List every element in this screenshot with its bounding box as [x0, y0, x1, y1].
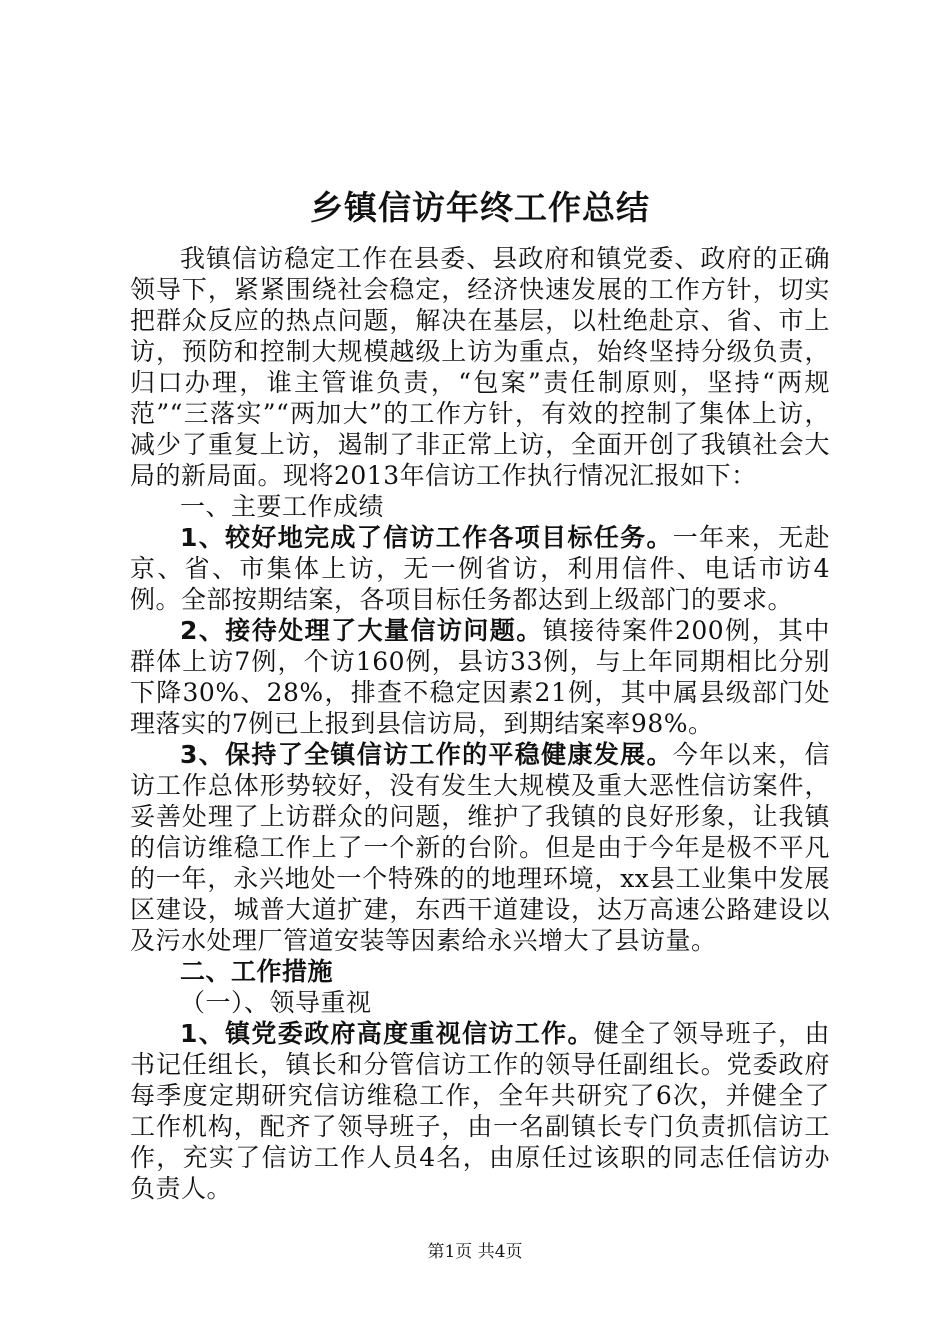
page-footer: 第1页 共4页 — [427, 1242, 523, 1262]
item-text: 镇接待案件200例，其中群体上访7例，个访160例，县访33例，与上年同期相比分别下降30%、28%，排查不稳定因素21例，其中属县级部门处理落实的7例已上报到县信访局，到期结案率98%。 — [130, 616, 830, 738]
item-lead: 1、较好地完成了信访工作各项目标任务。 — [180, 523, 673, 552]
item-text: 今年以来，信访工作总体形势较好，没有发生大规模及重大恶性信访案件，妥善处理了上访群众的问题，维护了我镇的良好形象，让我镇的信访维稳工作上了一个新的台阶。但是由于今年是极不平凡的一年，永兴地处一个特殊的的地理环境，xx县工业集中发展区建设，城普大道扩建，东西干道建设，达万高速公路建设以及污水处理厂管道安装等因素给永兴增大了县访量。 — [130, 740, 830, 955]
section-heading-achievements: 一、主要工作成绩 — [180, 492, 385, 521]
subsection-heading-leadership: （一）、领导重视 — [180, 988, 372, 1017]
achievement-item-2 — [130, 615, 830, 739]
section-heading-measures: 二、工作措施 — [180, 957, 334, 986]
item-text: 健全了领导班子，由书记任组长，镇长和分管信访工作的领导任副组长。党委政府每季度定期研究信访维稳工作，全年共研究了6次，并健全了工作机构，配齐了领导班子，由一名副镇长专门负责抓信访工作，充实了信访工作人员4名，由原任过该职的同志任信访办负责人。 — [130, 1019, 830, 1203]
item-lead: 2、接待处理了大量信访问题。 — [180, 616, 543, 645]
intro-paragraph: 我镇信访稳定工作在县委、县政府和镇党委、政府的正确领导下，紧紧围绕社会稳定，经济快速发展的工作方针，切实把群众反应的热点问题，解决在基层，以杜绝赴京、省、市上访，预防和控制大规模越级上访为重点，始终坚持分级负责，归口办理，谁主管谁负责，“包案”责任制原则，坚持“两规范”“三落实”“两加大”的工作方针，有效的控制了集体上访，减少了重复上访，遏制了非正常上访，全面开创了我镇社会大局的新局面。现将2013年信访工作执行情况汇报如下： — [130, 244, 830, 490]
achievement-item-1 — [130, 522, 830, 615]
document-title: 乡镇信访年终工作总结 — [310, 188, 650, 227]
measure-item-1 — [130, 1018, 830, 1204]
item-text: 一年来，无赴京、省、市集体上访，无一例省访，利用信件、电话市访4例。全部按期结案，各项目标任务都达到上级部门的要求。 — [130, 523, 830, 614]
achievement-item-3 — [130, 739, 830, 956]
item-lead: 1、镇党委政府高度重视信访工作。 — [180, 1019, 594, 1048]
item-lead: 3、保持了全镇信访工作的平稳健康发展。 — [180, 740, 673, 769]
document-body — [130, 185, 830, 1204]
